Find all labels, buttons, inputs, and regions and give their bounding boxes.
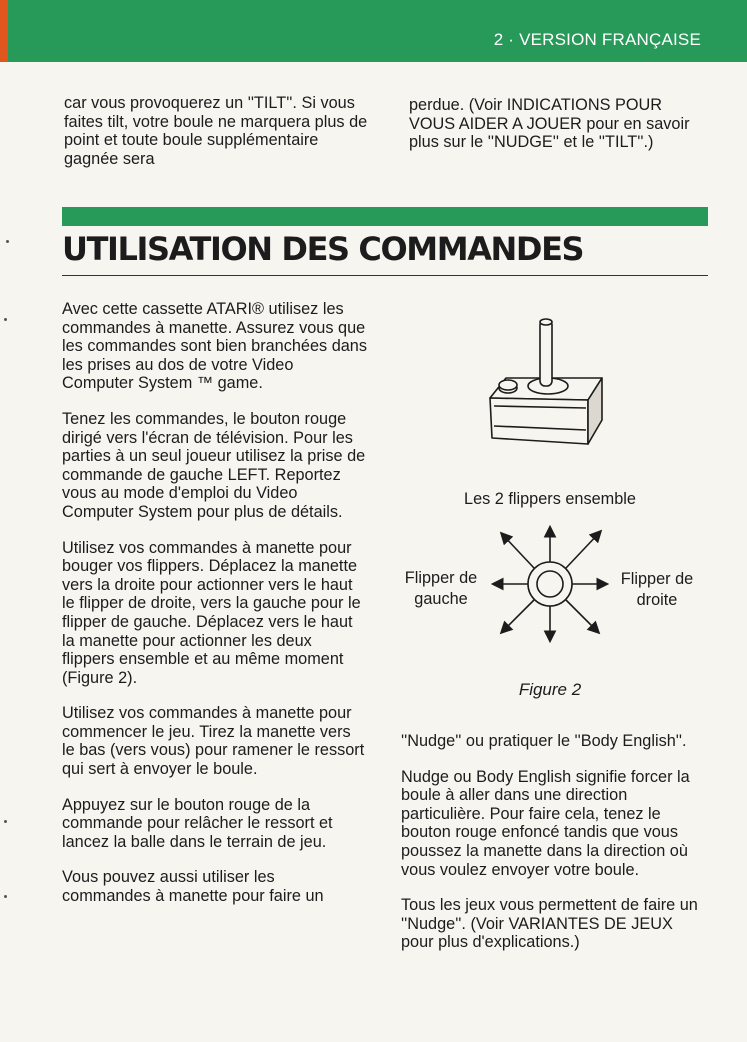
paragraph: Appuyez sur le bouton rouge de la commande pour relâcher le ressort et lancez la balle dans le terrain de jeu. (62, 795, 333, 851)
margin-mark (4, 895, 7, 898)
figure-caption-both-flippers: Les 2 flippers ensemble (464, 490, 636, 508)
intro-left-column (64, 94, 374, 168)
left-column (62, 300, 367, 923)
section-label: 2 · VERSION FRANÇAISE (493, 30, 701, 49)
paragraph: ''Nudge'' ou pratiquer le ''Body English''. (401, 732, 687, 750)
section-title: UTILISATION DES COMMANDES (62, 230, 584, 268)
paragraph: Utilisez vos commandes à manette pour commencer le jeu. Tirez la manette vers le bas (vers vous) pour ramener le ressort qui sert à envoyer le boule. (62, 704, 365, 779)
paragraph: Nudge ou Body English signifie forcer la boule à aller dans une direction particulière. Pour faire cela, tenez le bouton rouge enfoncé tandis que vous poussez la manette dans la direction où vous voulez envoyer votre boule. (401, 767, 690, 879)
header-band (8, 0, 747, 62)
paragraph: Vous pouvez aussi utiliser les commandes à manette pour faire un (62, 868, 324, 906)
figure-caption-left-flipper: Flipper de gauche (404, 569, 478, 608)
orange-page-edge (0, 0, 8, 62)
paragraph: Utilisez vos commandes à manette pour bouger vos flippers. Déplacez la manette vers la droite pour actionner vers le haut le flipper de droite, vers la gauche pour le flipper de gauche. Déplacez vers le haut la manette pour actionner les deux flippers ensemble et au même moment (Figure 2). (62, 538, 361, 687)
intro-right-text: perdue. (Voir INDICATIONS POUR VOUS AIDER A JOUER pour en savoir plus sur le ''NUDGE'' et le ''TILT''.) (409, 96, 690, 152)
margin-mark (4, 318, 7, 321)
right-column (401, 732, 701, 969)
paragraph: Avec cette cassette ATARI® utilisez les commandes à manette. Assurez vous que les commandes sont bien branchées dans les prises au dos de votre Video Computer System ™ game. (62, 300, 368, 393)
margin-mark (4, 820, 7, 823)
eight-way-arrows-icon (490, 526, 610, 646)
section-bar (62, 207, 708, 226)
figure-label: Figure 2 (518, 680, 582, 699)
figure-caption-right-flipper: Flipper de droite (620, 570, 694, 609)
heading-rule (62, 275, 708, 276)
intro-right-column (409, 96, 709, 152)
paragraph: Tous les jeux vous permettent de faire un ''Nudge''. (Voir VARIANTES DE JEUX pour plus d'explications.) (401, 896, 698, 952)
intro-left-text: car vous provoquerez un ''TILT''. Si vous faites tilt, votre boule ne marquera plus de point et toute boule supplémentaire gagnée sera (64, 94, 368, 168)
paragraph: Tenez les commandes, le bouton rouge dirigé vers l'écran de télévision. Pour les parties à un seul joueur utilisez la prise de commande de gauche LEFT. Reportez vous au mode d'emploi du Video Computer System pour plus de détails. (62, 409, 366, 521)
margin-mark (6, 240, 9, 243)
joystick-icon (484, 316, 610, 466)
